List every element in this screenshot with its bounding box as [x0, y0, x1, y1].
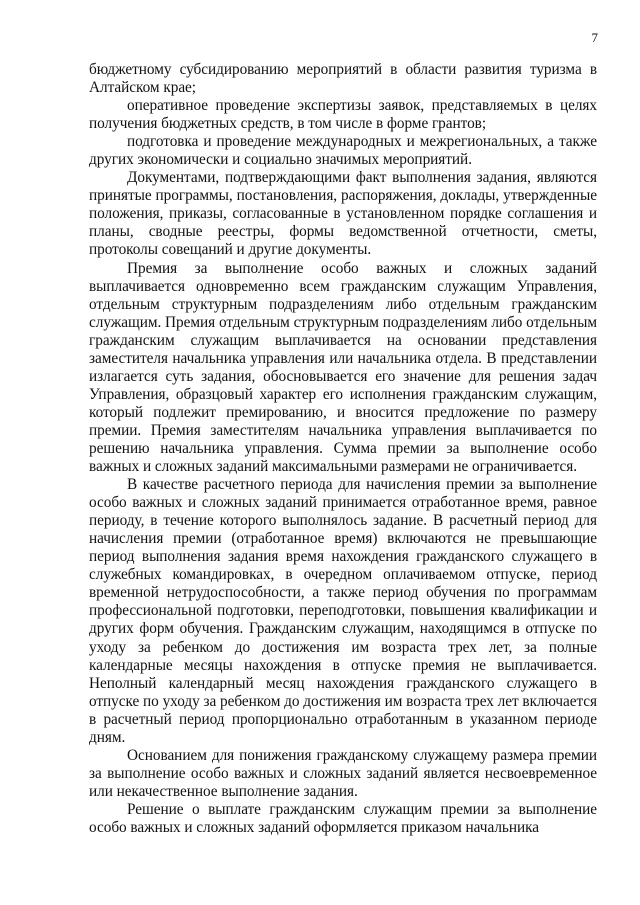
- paragraph-calculation-period: В качестве расчетного периода для начисления премии за выполнение особо важных и сложных заданий принимается отработанное время, равное периоду, в течение которого выполнялось задание. В расчетный период для начисления премии (отработанное время) включаются не превышающие период выполнения задания время нахождения гражданского служащего в служебных командировках, в очередном оплачиваемом отпуске, период временной нетрудоспособности, а также период обучения по программам профессиональной подготовки, переподготовки, повышения квалификации и других форм обучения. Гражданским служащим, находящимся в отпуске по уходу за ребенком до достижения им возраста трех лет, за полные календарные месяцы нахождения в отпуске премия не выплачивается. Неполный календарный месяц нахождения гражданского служащего в отпуске по уходу за ребенком до достижения им возраста трех лет включается в расчетный период пропорционально отработанным в указанном периоде дням.: [89, 476, 597, 746]
- page-number: 7: [591, 30, 598, 45]
- document-body: [89, 61, 597, 837]
- paragraph-reduction-basis: Основанием для понижения гражданскому служащему размера премии за выполнение особо важных и сложных заданий является несвоевременное или некачественное выполнение задания.: [89, 746, 597, 800]
- paragraph-continuation: бюджетному субсидированию мероприятий в области развития туризма в Алтайском крае;: [89, 61, 597, 97]
- paragraph-decision: Решение о выплате гражданским служащим премии за выполнение особо важных и сложных заданий оформляется приказом начальника: [89, 800, 597, 836]
- paragraph-documents: Документами, подтверждающими факт выполнения задания, являются принятые программы, постановления, распоряжения, доклады, утвержденные положения, приказы, согласованные в установленном порядке соглашения и планы, сводные реестры, формы ведомственной отчетности, сметы, протоколы совещаний и другие документы.: [89, 169, 597, 259]
- paragraph-bonus-payment: Премия за выполнение особо важных и сложных заданий выплачивается одновременно всем гражданским служащим Управления, отдельным структурным подразделениям либо отдельным гражданским служащим. Премия отдельным структурным подразделениям либо отдельным гражданским служащим выплачивается на основании представления заместителя начальника управления или начальника отдела. В представлении излагается суть задания, обосновывается его значение для решения задач Управления, образцовый характер его исполнения гражданским служащим, который подлежит премированию, и вносится предложение по размеру премии. Премия заместителям начальника управления выплачивается по решению начальника управления. Сумма премии за выполнение особо важных и сложных заданий максимальными размерами не ограничивается.: [89, 259, 597, 476]
- paragraph-events: подготовка и проведение международных и межрегиональных, а также других экономически и социально значимых мероприятий.: [89, 133, 597, 169]
- paragraph-expertise: оперативное проведение экспертизы заявок, представляемых в целях получения бюджетных средств, в том числе в форме грантов;: [89, 97, 597, 133]
